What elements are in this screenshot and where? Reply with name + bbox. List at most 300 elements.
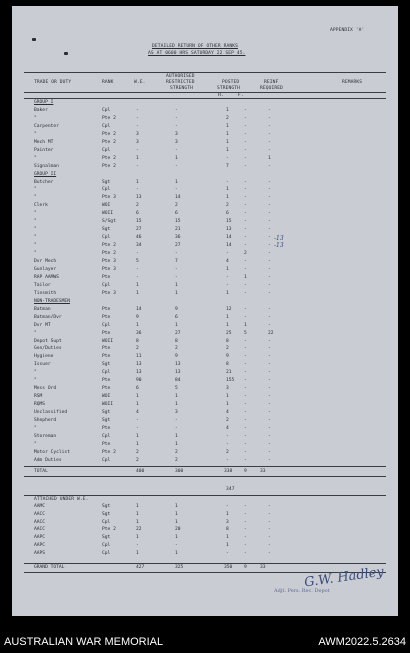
trade-cell: "	[34, 211, 37, 217]
attached-we-cell: -	[136, 543, 139, 548]
reinf-cell: -	[268, 219, 271, 225]
rank-cell: Pte 2	[102, 155, 116, 161]
grand-row-we: 427	[136, 565, 145, 570]
header-we: W.E.	[134, 80, 146, 85]
posted-h-cell: 1	[226, 314, 229, 320]
rank-cell: Pte 3	[102, 290, 116, 296]
posted-h-cell: 4	[226, 259, 229, 264]
punch-hole	[32, 38, 36, 41]
trade-cell: RSM	[34, 394, 43, 400]
reinf-cell: -	[268, 131, 271, 137]
document-page	[12, 6, 398, 616]
reinf-cell: -	[268, 259, 271, 264]
posted-h-cell: 14	[226, 235, 232, 241]
posted-h-cell: 1	[226, 147, 229, 153]
auth-cell: -	[175, 266, 178, 272]
header-bottom-rule	[24, 98, 386, 99]
we-cell: -	[136, 425, 139, 431]
auth-cell: 7	[175, 259, 178, 264]
trade-cell: "	[34, 187, 37, 193]
grand-row-auth: 325	[175, 565, 184, 570]
attached-we-cell: 1	[136, 504, 139, 509]
rank-cell: Cpl	[102, 433, 111, 439]
posted-h-cell: 9	[226, 354, 229, 360]
attached-we-cell: 22	[136, 527, 142, 533]
we-cell: 1	[136, 441, 139, 447]
attached-trade-cell: AAPC	[34, 543, 46, 548]
we-cell: 1	[136, 394, 139, 400]
rank-cell: Sgt	[102, 362, 111, 368]
posted-h-cell: 2	[226, 418, 229, 423]
attached-rank-cell: Sgt	[102, 504, 111, 509]
we-cell: 8	[136, 338, 139, 344]
posted-h-cell: 12	[226, 306, 232, 312]
reinf-cell: -	[268, 370, 271, 376]
we-cell: 13	[136, 370, 142, 376]
attached-posted-h-cell: 1	[226, 511, 229, 517]
posted-h-cell: 21	[226, 370, 232, 376]
auth-cell: -	[175, 115, 178, 121]
rank-cell: Pte 3	[102, 195, 116, 201]
reinf-cell: -	[268, 179, 271, 185]
header-trade: TRADE OR DUTY	[34, 80, 72, 85]
total-row-f: 9	[244, 469, 247, 474]
header-authorised: AUTHORISED	[166, 74, 195, 79]
posted-f-cell: -	[244, 195, 247, 201]
reinf-cell: -	[268, 203, 271, 209]
posted-h-cell: 25	[226, 330, 232, 336]
auth-cell: -	[175, 163, 178, 169]
posted-f-cell: -	[244, 115, 247, 121]
rank-cell: Pte 2	[102, 251, 116, 257]
reinf-cell: -	[268, 187, 271, 193]
we-cell: 1	[136, 179, 139, 185]
attached-trade-cell: AAPS	[34, 550, 46, 556]
posted-h-cell: 1	[226, 123, 229, 129]
auth-cell: -	[175, 274, 178, 280]
rank-cell: WOII	[102, 402, 114, 408]
rank-cell: Sgt	[102, 418, 111, 423]
attached-trade-cell: AACC	[34, 519, 46, 525]
posted-f-cell: -	[244, 131, 247, 137]
reinf-cell: -	[268, 195, 271, 201]
attached-we-cell: 1	[136, 519, 139, 525]
posted-f-cell: -	[244, 306, 247, 312]
trade-cell: Depot Supt	[34, 338, 62, 344]
auth-cell: 1	[175, 394, 178, 400]
reinf-cell: -	[268, 441, 271, 447]
reinf-cell: 22	[268, 330, 274, 336]
we-cell: -	[136, 274, 139, 280]
rank-cell: Cpl	[102, 282, 111, 288]
rank-cell: WOI	[102, 394, 111, 400]
attached-header: ATTACHED UNDER W.E.	[34, 497, 89, 502]
trade-cell: "	[34, 195, 37, 201]
we-cell: 15	[136, 219, 142, 225]
reinf-cell: -	[268, 314, 271, 320]
rank-cell: Cpl	[102, 322, 111, 328]
rank-cell: Pte	[102, 306, 111, 312]
trade-cell: Gunlayer	[34, 266, 57, 272]
posted-f-cell: -	[244, 457, 247, 463]
trade-cell: Adm Duties	[34, 457, 62, 463]
reinf-cell: -	[268, 306, 271, 312]
trade-cell: Baker	[34, 107, 48, 113]
attached-rank-cell: Sgt	[102, 535, 111, 541]
trade-cell: Batman	[34, 306, 51, 312]
posted-f-cell: -	[244, 147, 247, 153]
attached-auth-cell: 20	[175, 527, 181, 533]
posted-f-cell: -	[244, 259, 247, 264]
we-cell: 14	[136, 306, 142, 312]
title-line-1: DETAILED RETURN OF OTHER RANKS	[152, 44, 238, 49]
posted-h-cell: 1	[226, 266, 229, 272]
auth-cell: 3	[175, 410, 178, 416]
attached-trade-cell: AACC	[34, 527, 46, 533]
rank-cell: Pte 2	[102, 243, 116, 249]
attached-posted-h-cell: -	[226, 550, 229, 556]
posted-f-cell: -	[244, 243, 247, 249]
trade-cell: Clerk	[34, 203, 48, 209]
we-cell: -	[136, 187, 139, 193]
attached-posted-f-cell: -	[244, 543, 247, 548]
attached-trade-cell: AAMC	[34, 504, 46, 509]
posted-f-cell: 1	[244, 322, 247, 328]
posted-f-cell: -	[244, 410, 247, 416]
posted-f-cell: -	[244, 441, 247, 447]
signature-caption: Adjt. Pers. Rec. Depot	[274, 588, 330, 594]
reinf-cell: -	[268, 266, 271, 272]
we-cell: 46	[136, 235, 142, 241]
posted-h-cell: 13	[226, 227, 232, 233]
trade-cell: Motor Cyclist	[34, 449, 70, 455]
we-cell: 6	[136, 211, 139, 217]
posted-f-cell: -	[244, 378, 247, 384]
posted-h-cell: -	[226, 155, 229, 161]
we-cell: 1	[136, 290, 139, 296]
grand-row-posted: 350	[224, 565, 233, 570]
attached-posted-f-cell: -	[244, 511, 247, 517]
auth-cell: 27	[175, 243, 181, 249]
auth-cell: 1	[175, 433, 178, 439]
rank-cell: Sgt	[102, 410, 111, 416]
rank-cell: Pte	[102, 441, 111, 447]
we-cell: 2	[136, 203, 139, 209]
trade-cell: "	[34, 235, 37, 241]
trade-cell: Storeman	[34, 433, 57, 439]
posted-h-cell: -	[226, 282, 229, 288]
auth-cell: 5	[175, 386, 178, 392]
posted-h-cell: 1	[226, 195, 229, 201]
attached-rank-cell: Sgt	[102, 511, 111, 517]
posted-f-cell: -	[244, 425, 247, 431]
header-h: H.	[218, 93, 224, 98]
we-cell: -	[136, 115, 139, 121]
trade-cell: Dvr Mech	[34, 259, 57, 264]
rank-cell: Pte 2	[102, 115, 116, 121]
attached-posted-f-cell: -	[244, 535, 247, 541]
header-rank: RANK	[102, 80, 114, 85]
attached-auth-cell: 1	[175, 535, 178, 541]
reinf-cell: -	[268, 410, 271, 416]
attached-posted-f-cell: -	[244, 519, 247, 525]
header-restricted: RESTRICTED	[166, 80, 195, 85]
trade-cell: "	[34, 378, 37, 384]
posted-f-cell: -	[244, 139, 247, 145]
we-cell: 34	[136, 243, 142, 249]
posted-f-cell: -	[244, 107, 247, 113]
posted-f-cell: -	[244, 227, 247, 233]
total-row-reinf: 33	[260, 469, 266, 474]
reinf-cell: -	[268, 115, 271, 121]
total-top-rule	[24, 466, 386, 467]
auth-cell: 15	[175, 219, 181, 225]
attached-posted-h-cell: 1	[226, 543, 229, 548]
posted-f-cell: 1	[244, 274, 247, 280]
reinf-cell: -	[268, 227, 271, 233]
attached-auth-cell: 1	[175, 511, 178, 517]
posted-h-cell: 4	[226, 410, 229, 416]
auth-cell: -	[175, 418, 178, 423]
we-cell: 2	[136, 346, 139, 352]
posted-h-cell: 1	[226, 322, 229, 328]
auth-cell: 1	[175, 402, 178, 408]
posted-h-cell: 1	[226, 139, 229, 145]
reinf-cell: -	[268, 243, 271, 249]
auth-cell: 9	[175, 306, 178, 312]
reinf-cell: -	[268, 139, 271, 145]
trade-cell: "	[34, 243, 37, 249]
attached-auth-cell: -	[175, 543, 178, 548]
we-cell: 6	[136, 386, 139, 392]
header-posted: POSTED	[222, 80, 240, 85]
grand-row-reinf: 33	[260, 565, 266, 570]
reinf-cell: -	[268, 394, 271, 400]
attached-rank-cell: Cpl	[102, 543, 111, 548]
posted-f-cell: -	[244, 354, 247, 360]
we-cell: 3	[136, 139, 139, 145]
we-cell: -	[136, 266, 139, 272]
total-row-label: TOTAL	[34, 469, 48, 474]
auth-cell: 2	[175, 203, 178, 209]
signature: G.W. Hadley	[303, 564, 385, 591]
we-cell: -	[136, 418, 139, 423]
trade-cell: Mess Ord	[34, 386, 57, 392]
total-row-auth: 300	[175, 469, 184, 474]
attached-posted-h-cell: 8	[226, 527, 229, 533]
reinf-cell: -	[268, 425, 271, 431]
trade-cell: GROUP II	[34, 171, 57, 177]
posted-f-cell: -	[244, 402, 247, 408]
auth-cell: 9	[175, 354, 178, 360]
posted-h-cell: 1	[226, 131, 229, 137]
posted-h-cell: 4	[226, 425, 229, 431]
we-cell: 2	[136, 457, 139, 463]
we-cell: 27	[136, 227, 142, 233]
reinf-cell: -	[268, 290, 271, 296]
rank-cell: Pte	[102, 346, 111, 352]
trade-cell: Signalman	[34, 163, 59, 169]
auth-cell: 27	[175, 330, 181, 336]
grand-row-f: 9	[244, 565, 247, 570]
rank-cell: Pte 2	[102, 139, 116, 145]
header-reinf: REINF	[264, 80, 279, 85]
trade-cell: "	[34, 370, 37, 376]
trade-cell: Unclassified	[34, 410, 68, 416]
rank-cell: Pte	[102, 274, 111, 280]
auth-cell: 3	[175, 131, 178, 137]
trade-cell: "	[34, 115, 37, 121]
posted-f-cell: -	[244, 219, 247, 225]
attached-top-rule	[24, 495, 386, 496]
posted-h-cell: -	[226, 433, 229, 439]
we-cell: -	[136, 123, 139, 129]
rank-cell: Pte 2	[102, 131, 116, 137]
we-cell: 4	[136, 410, 139, 416]
posted-h-cell: -	[226, 457, 229, 463]
posted-f-cell: -	[244, 123, 247, 129]
posted-f-cell: -	[244, 203, 247, 209]
posted-f-cell: -	[244, 187, 247, 193]
we-cell: 1	[136, 155, 139, 161]
reinf-cell: -	[268, 449, 271, 455]
posted-f-cell: -	[244, 282, 247, 288]
rank-cell: Cpl	[102, 107, 111, 113]
auth-cell: 6	[175, 314, 178, 320]
rank-cell: Pte	[102, 425, 111, 431]
rank-cell: Cpl	[102, 187, 111, 193]
posted-h-cell: 8	[226, 338, 229, 344]
we-cell: 1	[136, 402, 139, 408]
rank-cell: Pte	[102, 378, 111, 384]
subtotal-value: 347	[226, 487, 235, 492]
posted-h-cell: 1	[226, 107, 229, 113]
attached-auth-cell: 1	[175, 504, 178, 509]
posted-h-cell: 14	[226, 243, 232, 249]
rank-cell: Cpl	[102, 370, 111, 376]
auth-cell: 1	[175, 179, 178, 185]
attached-posted-h-cell: 1	[226, 535, 229, 541]
posted-h-cell: -	[226, 274, 229, 280]
trade-cell: "	[34, 227, 37, 233]
we-cell: 13	[136, 195, 142, 201]
reinf-cell: -	[268, 457, 271, 463]
rank-cell: Cpl	[102, 457, 111, 463]
posted-f-cell: -	[244, 394, 247, 400]
auth-cell: 84	[175, 378, 181, 384]
posted-h-cell: 6	[226, 211, 229, 217]
header-remarks: REMARKS	[342, 80, 363, 85]
posted-f-cell: 5	[244, 330, 247, 336]
posted-f-cell: -	[244, 370, 247, 376]
auth-cell: 1	[175, 282, 178, 288]
trade-cell: "	[34, 441, 37, 447]
we-cell: 2	[136, 449, 139, 455]
posted-h-cell: 1	[226, 402, 229, 408]
reinf-cell: -	[268, 322, 271, 328]
attached-trade-cell: AAPC	[34, 535, 46, 541]
appendix-label: APPENDIX 'A'	[330, 28, 365, 33]
rank-cell: Cpl	[102, 147, 111, 153]
pen-mark: -13	[274, 235, 284, 242]
posted-f-cell: -	[244, 338, 247, 344]
reinf-cell: -	[268, 274, 271, 280]
rank-cell: S/Sgt	[102, 219, 116, 225]
auth-cell: 6	[175, 211, 178, 217]
header-posted-strength: STRENGTH	[217, 86, 240, 91]
reinf-cell: -	[268, 378, 271, 384]
posted-f-cell: -	[244, 386, 247, 392]
rank-cell: Pte	[102, 354, 111, 360]
auth-cell: -	[175, 123, 178, 129]
auth-cell: 21	[175, 227, 181, 233]
attached-auth-cell: 1	[175, 550, 178, 556]
auth-cell: -	[175, 187, 178, 193]
rank-cell: Pte 3	[102, 266, 116, 272]
attached-posted-f-cell: -	[244, 527, 247, 533]
attached-rank-cell: Cpl	[102, 519, 111, 525]
we-cell: 36	[136, 330, 142, 336]
attached-posted-h-cell: 3	[226, 519, 229, 525]
footer-bar	[0, 622, 410, 653]
trade-cell: "	[34, 425, 37, 431]
posted-h-cell: 1	[226, 187, 229, 193]
attached-posted-h-cell: -	[226, 504, 229, 509]
trade-cell: Butcher	[34, 179, 54, 185]
rank-cell: Pte 2	[102, 449, 116, 455]
header-strength: STRENGTH	[170, 86, 193, 91]
reinf-cell: -	[268, 211, 271, 217]
total-row-posted: 338	[224, 469, 233, 474]
posted-f-cell: 2	[244, 251, 247, 257]
trade-cell: Hygiene	[34, 354, 54, 360]
total-row-we: 400	[136, 469, 145, 474]
posted-f-cell: -	[244, 235, 247, 241]
rank-cell: Pte	[102, 330, 111, 336]
punch-hole	[64, 52, 68, 55]
posted-h-cell: 15	[226, 219, 232, 225]
rank-cell: Pte	[102, 314, 111, 320]
rank-cell: Pte 3	[102, 259, 116, 264]
we-cell: 3	[136, 131, 139, 137]
we-cell: -	[136, 147, 139, 153]
posted-f-cell: -	[244, 418, 247, 423]
we-cell: 1	[136, 433, 139, 439]
reinf-cell: -	[268, 354, 271, 360]
reinf-cell: -	[268, 251, 271, 257]
trade-cell: RAP AAMWS	[34, 274, 59, 280]
reinf-cell: -	[268, 235, 271, 241]
posted-h-cell: 7	[226, 163, 229, 169]
auth-cell: 3	[175, 139, 178, 145]
posted-f-cell: -	[244, 266, 247, 272]
attached-we-cell: 1	[136, 550, 139, 556]
reinf-cell: -	[268, 433, 271, 439]
posted-f-cell: -	[244, 449, 247, 455]
auth-cell: 1	[175, 155, 178, 161]
auth-cell: 13	[175, 362, 181, 368]
auth-cell: 2	[175, 449, 178, 455]
auth-cell: 36	[175, 235, 181, 241]
attached-reinf-cell: -	[268, 527, 271, 533]
trade-cell: GROUP I	[34, 100, 54, 105]
rank-cell: Sgt	[102, 179, 111, 185]
posted-f-cell: -	[244, 211, 247, 217]
grand-row-label: GRAND TOTAL	[34, 565, 65, 570]
footer-institution: AUSTRALIAN WAR MEMORIAL	[4, 636, 164, 648]
reinf-cell: -	[268, 338, 271, 344]
trade-cell: Painter	[34, 147, 54, 153]
